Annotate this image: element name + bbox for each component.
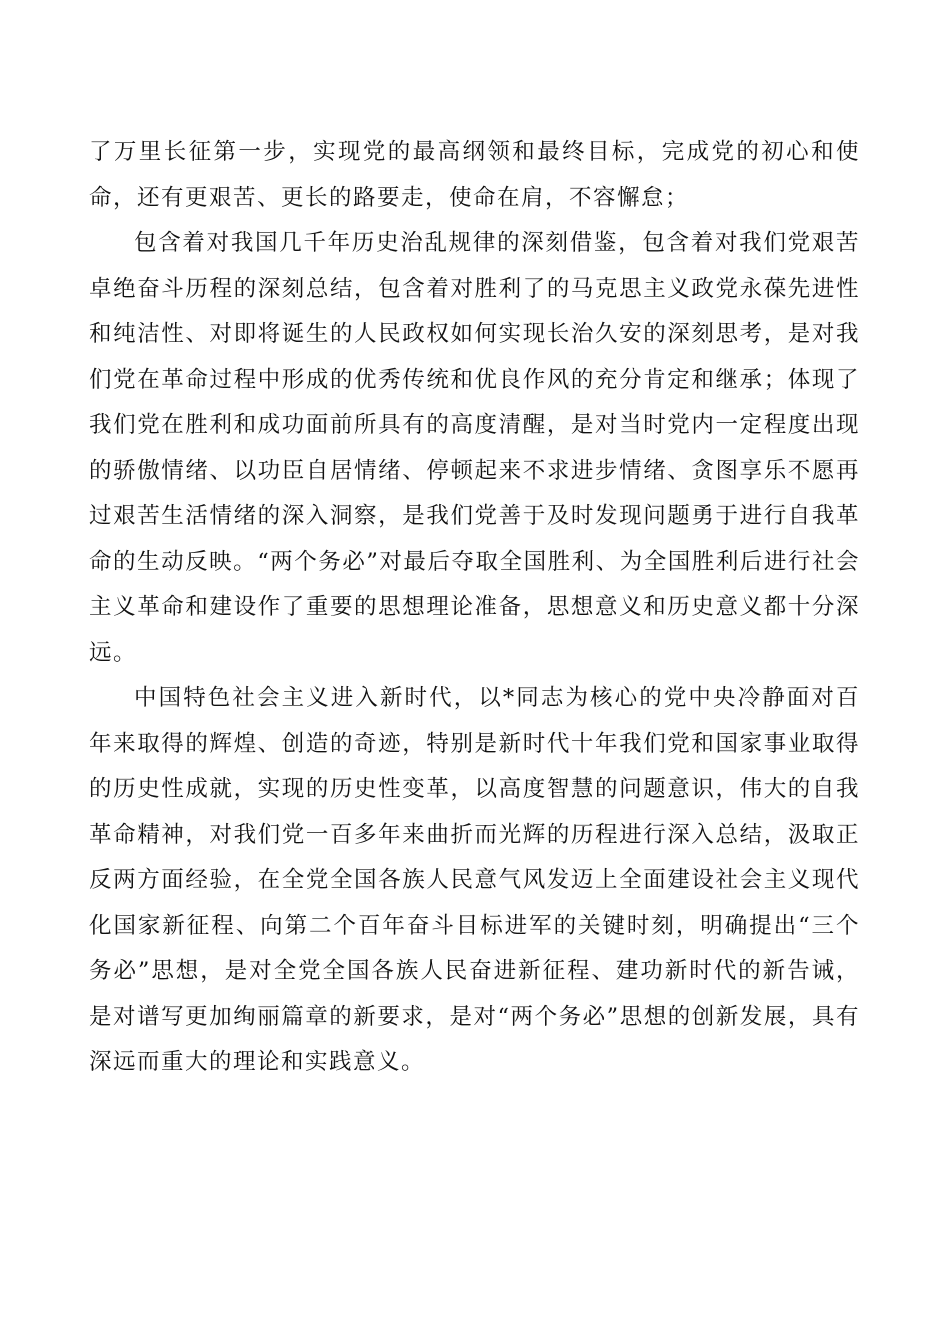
paragraph-two-musts-significance: 包含着对我国几千年历史治乱规律的深刻借鉴，包含着对我们党艰苦卓绝奋斗历程的深刻总结，包含着对胜利了的马克思主义政党永葆先进性和纯洁性、对即将诞生的人民政权如何实现长治久安的深刻思考，是对我们党在革命过程中形成的优秀传统和优良作风的充分肯定和继承；体现了我们党在胜利和成功面前所具有的高度清醒，是对当时党内一定程度出现的骄傲情绪、以功臣自居情绪、停顿起来不求进步情绪、贪图享乐不愿再过艰苦生活情绪的深入洞察，是我们党善于及时发现问题勇于进行自我革命的生动反映。“两个务必”对最后夺取全国胜利、为全国胜利后进行社会主义革命和建设作了重要的思想理论准备，思想意义和历史意义都十分深远。 — [89, 230, 860, 666]
paragraph-three-musts-new-era: 中国特色社会主义进入新时代，以*同志为核心的党中央冷静面对百年来取得的辉煌、创造的奇迹，特别是新时代十年我们党和国家事业取得的历史性成就，实现的历史性变革，以高度智慧的问题意识，伟大的自我革命精神，对我们党一百多年来曲折而光辉的历程进行深入总结，汲取正反两方面经验，在全党全国各族人民意气风发迈上全面建设社会主义现代化国家新征程、向第二个百年奋斗目标进军的关键时刻，明确提出“三个务必”思想，是对全党全国各族人民奋进新征程、建功新时代的新告诫，是对谱写更加绚丽篇章的新要求，是对“两个务必”思想的创新发展，具有深远而重大的理论和实践意义。 — [89, 685, 860, 1075]
paragraph-continued: 了万里长征第一步，实现党的最高纲领和最终目标，完成党的初心和使命，还有更艰苦、更长的路要走，使命在肩，不容懈怠； — [89, 139, 860, 211]
body-text — [89, 130, 860, 1086]
